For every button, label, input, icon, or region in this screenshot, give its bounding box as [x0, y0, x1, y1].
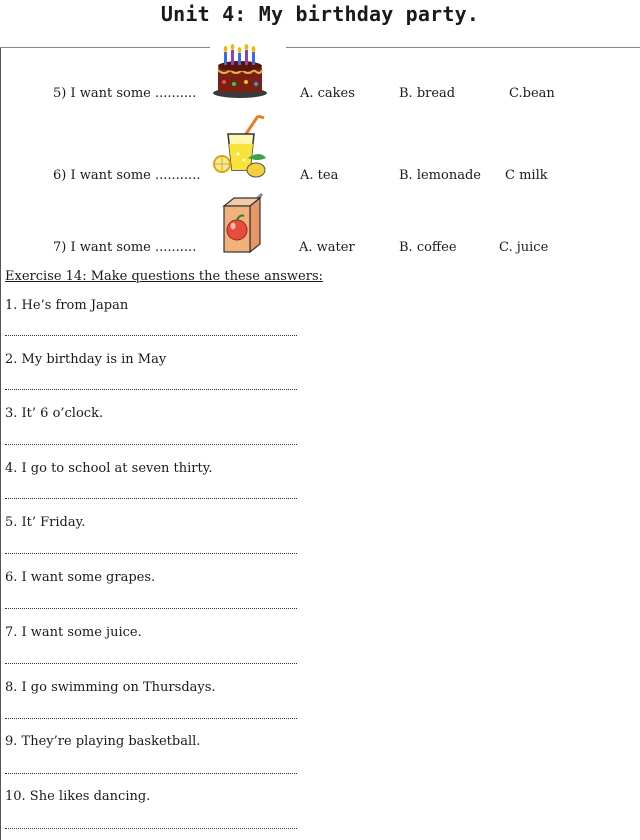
mcq-6-option-c: C milk — [505, 168, 548, 183]
answer-line[interactable] — [5, 663, 297, 664]
mcq-5-option-c: C.bean — [509, 86, 555, 101]
answer-item: 2. My birthday is in May — [5, 352, 167, 367]
left-margin-line — [0, 48, 1, 840]
mcq-7-option-c: C. juice — [499, 240, 549, 255]
answer-item: 6. I want some grapes. — [5, 570, 156, 585]
mcq-6-option-b: B. lemonade — [399, 168, 481, 183]
answer-item: 9. They’re playing basketball. — [5, 734, 201, 749]
answer-line[interactable] — [5, 773, 297, 774]
mcq-7-prompt: 7) I want some .......... — [53, 240, 197, 255]
page-title: Unit 4: My birthday party. — [160, 2, 480, 26]
mcq-7-option-b: B. coffee — [399, 240, 457, 255]
mcq-5-option-a: A. cakes — [300, 86, 355, 101]
answer-item: 5. It’ Friday. — [5, 515, 86, 530]
answer-line[interactable] — [5, 553, 297, 554]
header-rule-right — [286, 47, 640, 48]
answer-item: 10. She likes dancing. — [5, 789, 151, 804]
answer-line[interactable] — [5, 335, 297, 336]
answer-item: 7. I want some juice. — [5, 625, 142, 640]
answer-item: 4. I go to school at seven thirty. — [5, 461, 213, 476]
answer-item: 1. He’s from Japan — [5, 298, 129, 313]
mcq-7-option-a: A. water — [299, 240, 355, 255]
answer-item: 3. It’ 6 o’clock. — [5, 406, 104, 421]
exercise-title: Exercise 14: Make questions the these answers: — [5, 269, 324, 284]
answer-line[interactable] — [5, 718, 297, 719]
answer-line[interactable] — [5, 828, 297, 829]
mcq-5-option-b: B. bread — [399, 86, 456, 101]
answer-line[interactable] — [5, 389, 297, 390]
answer-line[interactable] — [5, 608, 297, 609]
birthday-cake-icon — [210, 44, 270, 100]
header-rule-left — [0, 47, 210, 48]
mcq-6-prompt: 6) I want some ........... — [53, 168, 201, 183]
answer-line[interactable] — [5, 498, 297, 499]
answer-line[interactable] — [5, 444, 297, 445]
mcq-6-option-a: A. tea — [300, 168, 339, 183]
answer-item: 8. I go swimming on Thursdays. — [5, 680, 216, 695]
mcq-5-prompt: 5) I want some .......... — [53, 86, 197, 101]
juice-box-icon — [218, 192, 270, 254]
lemonade-glass-icon — [208, 112, 270, 182]
